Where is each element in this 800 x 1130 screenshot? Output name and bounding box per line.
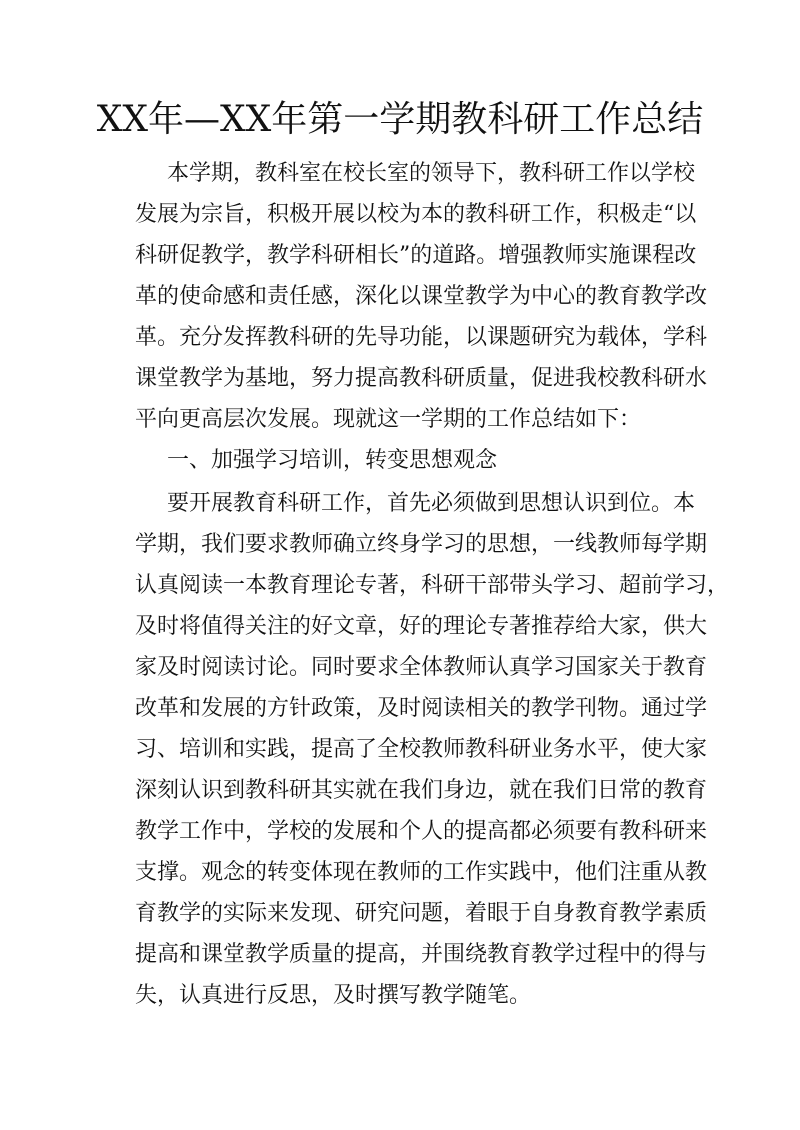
paragraph-line: 课堂教学为基地，努力提高教科研质量，促进我校教科研水 [135, 366, 708, 391]
section-heading: 一、加强学习培训，转变思想观念 [167, 448, 498, 473]
paragraph-line: 提高和课堂教学质量的提高，并围绕教育教学过程中的得与 [135, 942, 708, 967]
paragraph-line: 平向更高层次发展。现就这一学期的工作总结如下： [135, 407, 642, 432]
paragraph-line: 要开展教育科研工作，首先必须做到思想认识到位。本 [167, 491, 696, 516]
paragraph-line: 教学工作中，学校的发展和个人的提高都必须要有教科研来 [135, 819, 708, 844]
paragraph-line: 家及时阅读讨论。同时要求全体教师认真学习国家关于教育 [135, 655, 708, 680]
paragraph-line: 科研促教学，教学科研相长”的道路。增强教师实施课程改 [135, 243, 697, 268]
paragraph-line: 失，认真进行反思，及时撰写教学随笔。 [135, 983, 532, 1008]
paragraph-line: 深刻认识到教科研其实就在我们身边，就在我们日常的教育 [135, 778, 708, 803]
paragraph-line: 认真阅读一本教育理论专著，科研干部带头学习、超前学习， [135, 573, 730, 598]
paragraph-line: 支撑。观念的转变体现在教师的工作实践中，他们注重从教 [135, 860, 708, 885]
paragraph-line: 发展为宗旨，积极开展以校为本的教科研工作，积极走“以 [135, 202, 697, 227]
paragraph-line: 本学期，教科室在校长室的领导下，教科研工作以学校 [167, 161, 696, 186]
document-title: XX年—XX年第一学期教科研工作总结 [96, 99, 704, 140]
paragraph-line: 及时将值得关注的好文章，好的理论专著推荐给大家，供大 [135, 614, 708, 639]
paragraph-line: 习、培训和实践，提高了全校教师教科研业务水平，使大家 [135, 737, 708, 762]
paragraph-line: 育教学的实际来发现、研究问题，着眼于自身教育教学素质 [135, 901, 708, 926]
paragraph-line: 革的使命感和责任感，深化以课堂教学为中心的教育教学改 [135, 284, 708, 309]
paragraph-line: 革。充分发挥教科研的先导功能，以课题研究为载体，学科 [135, 325, 708, 350]
paragraph-line: 改革和发展的方针政策，及时阅读相关的教学刊物。通过学 [135, 696, 708, 721]
paragraph-line: 学期，我们要求教师确立终身学习的思想，一线教师每学期 [135, 532, 708, 557]
